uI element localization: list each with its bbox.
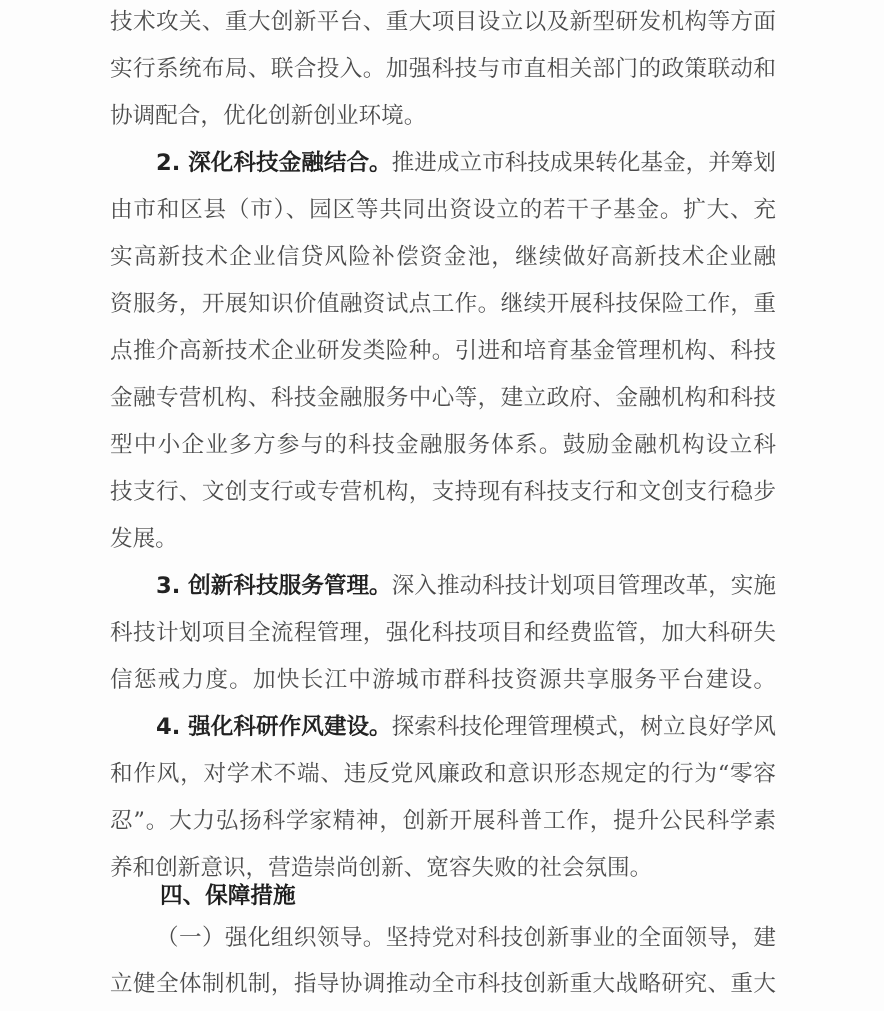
text-line-2 xyxy=(110,47,776,91)
item-4-line xyxy=(156,705,776,749)
line-text: 科技计划项目全流程管理，强化科技项目和经费监管，加大科研失 xyxy=(110,620,776,646)
item-2-line xyxy=(156,141,776,185)
line-text: 发展。 xyxy=(110,526,178,552)
line-text: 点推介高新技术企业研发类险种。引进和培育基金管理机构、科技 xyxy=(110,338,776,364)
line-text: 和作风，对学术不端、违反党风廉政和意识形态规定的行为“零容 xyxy=(110,761,776,787)
line-text: 资服务，开展知识价值融资试点工作。继续开展科技保险工作，重 xyxy=(110,291,776,317)
line-text: 技支行、文创支行或专营机构，支持现有科技支行和文创支行稳步 xyxy=(110,479,776,505)
line-text: 实行系统布局、联合投入。加强科技与市直相关部门的政策联动和 xyxy=(110,56,776,82)
line-text: 技术攻关、重大创新平台、重大项目设立以及新型研发机构等方面 xyxy=(110,9,776,35)
line-text: 深入推动科技计划项目管理改革，实施 xyxy=(391,573,777,599)
text-line-22 xyxy=(110,962,776,1006)
text-line-12 xyxy=(110,517,178,561)
text-line-7 xyxy=(110,282,776,326)
text-line-3 xyxy=(110,94,426,138)
text-line-8 xyxy=(110,329,776,373)
line-text: 养和创新意识，营造崇尚创新、宽容失败的社会氛围。 xyxy=(110,855,653,881)
line-text: 探索科技伦理管理模式，树立良好学风 xyxy=(391,714,777,740)
text-line-17 xyxy=(110,752,776,796)
line-text: 协调配合，优化创新创业环境。 xyxy=(110,103,427,129)
text-line-10 xyxy=(110,423,776,467)
item-3-line xyxy=(156,564,776,608)
line-text: 忍”。大力弘扬科学家精神，创新开展科普工作，提升公民科学素 xyxy=(110,808,776,834)
section-heading: 四、保障措施 xyxy=(160,883,296,909)
line-text: 由市和区县（市）、园区等共同出资设立的若干子基金。扩大、充 xyxy=(110,197,776,223)
line-text: 信惩戒力度。加快长江中游城市群科技资源共享服务平台建设。 xyxy=(110,667,776,693)
text-line-6 xyxy=(110,235,776,279)
text-line-21 xyxy=(156,916,776,960)
text-line-11 xyxy=(110,470,776,514)
text-line-18 xyxy=(110,799,776,843)
line-text: 立健全体制机制，指导协调推动全市科技创新重大战略研究、重大 xyxy=(110,971,776,997)
text-line-15 xyxy=(110,658,776,702)
section-heading-line xyxy=(160,874,780,918)
text-line-14 xyxy=(110,611,776,655)
text-line-5 xyxy=(110,188,776,232)
line-text: 实高新技术企业信贷风险补偿资金池，继续做好高新技术企业融 xyxy=(110,244,776,270)
text-line-9 xyxy=(110,376,776,420)
text-line-1 xyxy=(110,0,776,44)
line-text: 金融专营机构、科技金融服务中心等，建立政府、金融机构和科技 xyxy=(110,385,776,411)
item-3-lead: 3. 创新科技服务管理。 xyxy=(156,573,392,599)
line-text: （一）强化组织领导。坚持党对科技创新事业的全面领导，建 xyxy=(156,925,776,951)
line-text: 型中小企业多方参与的科技金融服务体系。鼓励金融机构设立科 xyxy=(110,432,776,458)
item-2-lead: 2. 深化科技金融结合。 xyxy=(156,150,392,176)
item-4-lead: 4. 强化科研作风建设。 xyxy=(156,714,392,740)
line-text: 推进成立市科技成果转化基金，并筹划 xyxy=(391,150,777,176)
